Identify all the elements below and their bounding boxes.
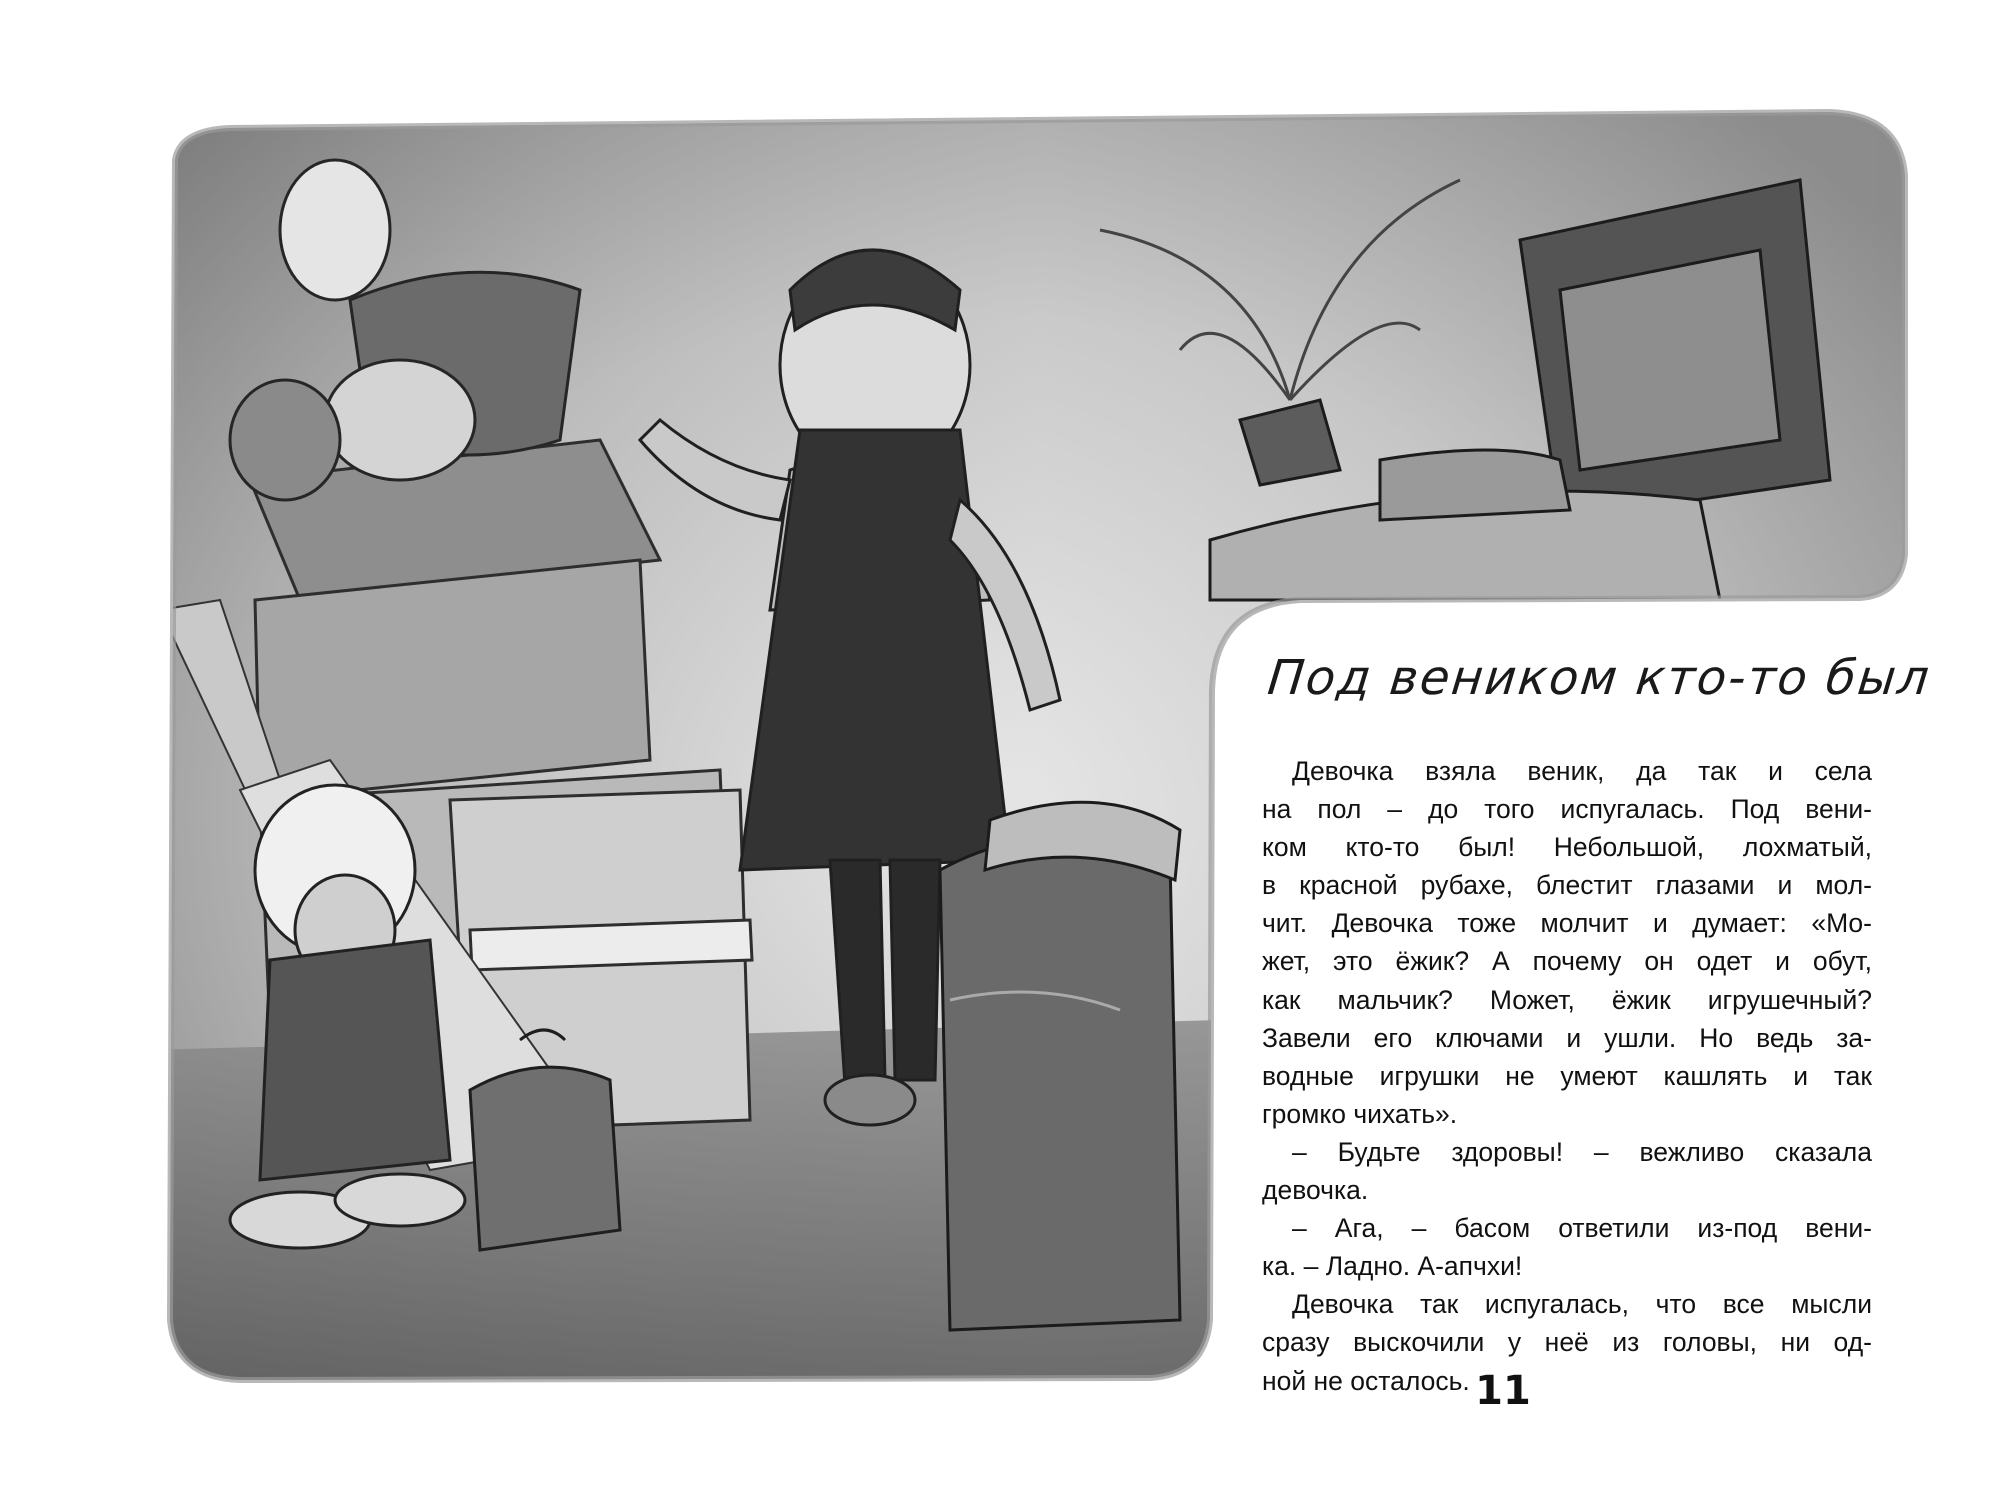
story-line: чит. Девочка тоже молчит и думает: «Мо- [1262, 908, 1872, 939]
story-line: – Ага, – басом ответили из-под вени- [1292, 1213, 1872, 1244]
story-line: Девочка взяла веник, да так и села [1292, 756, 1872, 786]
story-line: – Будьте здоровы! – вежливо сказала [1292, 1136, 1872, 1167]
chapter-title: Под веником кто-то был [1265, 650, 1934, 706]
story-line: ка. – Ладно. А-апчхи! [1262, 1251, 1523, 1282]
story-line: девочка. [1262, 1175, 1369, 1206]
story-line: сразу выскочили у неё из головы, ни од- [1262, 1327, 1872, 1358]
story-line: громко чихать». [1262, 1098, 1458, 1129]
story-text [1262, 752, 1872, 1400]
story-line: в красной рубахе, блестит глазами и мол- [1262, 870, 1872, 901]
story-line: как мальчик? Может, ёжик игрушечный? [1262, 984, 1872, 1015]
story-line: Девочка так испугалась, что все мысли [1292, 1289, 1872, 1320]
suitcase [940, 802, 1180, 1330]
page-number: 11 [1475, 1368, 1531, 1414]
story-line: ком кто-то был! Небольшой, лохматый, [1262, 832, 1872, 863]
story-line: ной не осталось. [1262, 1365, 1470, 1396]
story-line: водные игрушки не умеют кашлять и так [1262, 1060, 1872, 1091]
story-line: на пол – до того испугалась. Под вени- [1262, 794, 1872, 825]
story-line: Завели его ключами и ушли. Но ведь за- [1262, 1022, 1872, 1053]
story-line: жет, это ёжик? А почему он одет и обут, [1262, 946, 1872, 977]
